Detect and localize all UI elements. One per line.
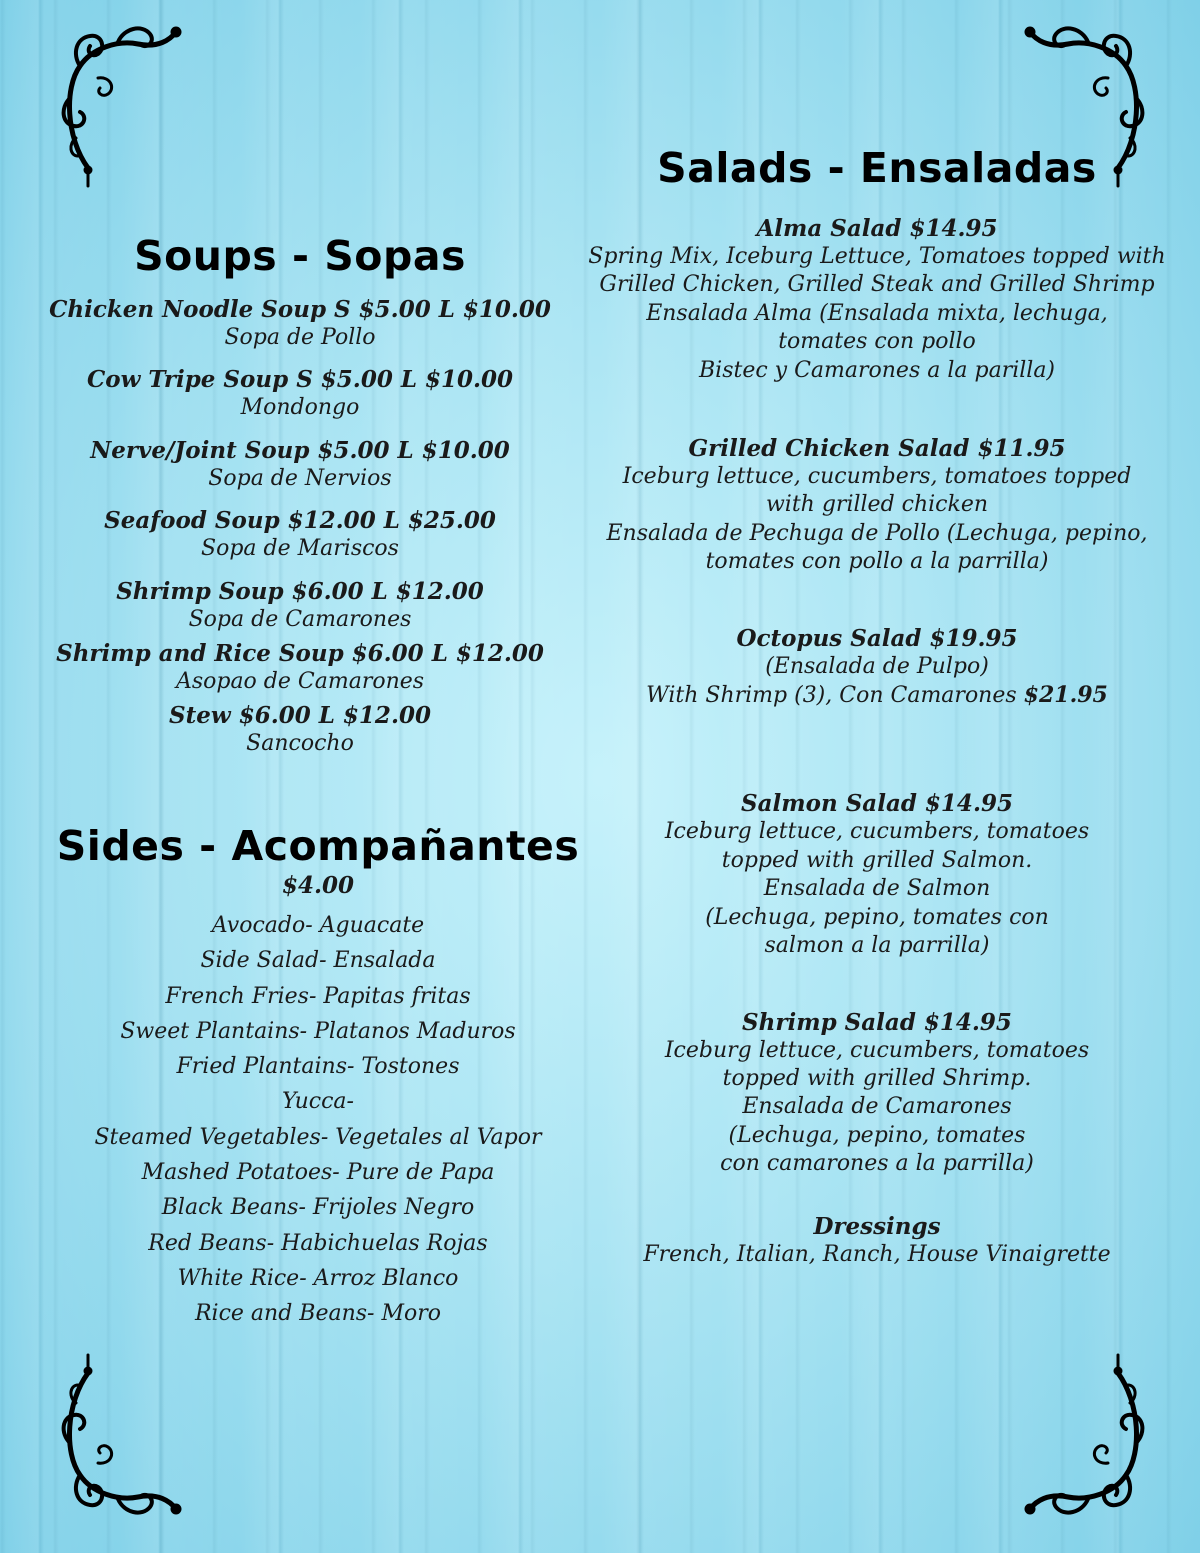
- menu-item-description: Bistec y Camarones a la parilla): [698, 357, 1056, 383]
- menu-item-name: Shrimp and Rice Soup $6.00 L $12.00: [56, 640, 544, 668]
- side-item: Steamed Vegetables- Vegetales al Vapor: [94, 1124, 542, 1150]
- menu-item-seafood-soup: [0, 507, 600, 563]
- side-item: Rice and Beans- Moro: [194, 1301, 442, 1327]
- menu-item-shrimp-soup: [0, 578, 600, 634]
- dressings-section: [577, 1213, 1177, 1269]
- menu-item-description: with grilled chicken: [765, 492, 989, 518]
- menu-item-chicken-noodle-soup: [0, 296, 600, 352]
- menu-item-description: Sopa de Camarones: [188, 606, 412, 632]
- menu-item-description: (Lechuga, pepino, tomates con: [705, 904, 1049, 930]
- menu-item-shrimp-rice-soup: [0, 640, 600, 696]
- menu-item-description: topped with grilled Shrimp.: [722, 1065, 1032, 1091]
- menu-item-cow-tripe-soup: [0, 366, 600, 422]
- side-item: Fried Plantains- Tostones: [176, 1054, 460, 1080]
- menu-item-description: con camarones a la parrilla): [720, 1151, 1034, 1177]
- salads-heading: Salads - Ensaladas: [657, 144, 1097, 192]
- menu-item-description: salmon a la parrilla): [764, 933, 990, 959]
- menu-item-grilled-chicken-salad: [577, 435, 1177, 577]
- menu-item-name: Chicken Noodle Soup S $5.00 L $10.00: [49, 296, 551, 323]
- menu-item-description: Iceburg lettuce, cucumbers, tomatoes topped: [622, 464, 1132, 490]
- menu-item-octopus-salad: [577, 625, 1177, 711]
- side-item: Black Beans- Frijoles Negro: [161, 1195, 475, 1221]
- dressings-list: French, Italian, Ranch, House Vinaigrette: [643, 1241, 1111, 1267]
- sides-heading: Sides - Acompañantes: [56, 822, 580, 870]
- flourish-ornament-icon: [58, 1353, 188, 1523]
- menu-item-description: Asopao de Camarones: [175, 669, 425, 695]
- menu-item-description: Ensalada de Salmon: [763, 876, 991, 902]
- menu-item-name: Octopus Salad $19.95: [736, 624, 1018, 652]
- menu-item-name: Nerve/Joint Soup $5.00 L $10.00: [90, 436, 510, 464]
- menu-item-shrimp-salad: [577, 1009, 1177, 1179]
- side-item: White Rice- Arroz Blanco: [177, 1265, 459, 1291]
- salads-list: [577, 215, 1177, 1269]
- flourish-ornament-icon: [58, 18, 188, 188]
- sides-list: [18, 872, 618, 1332]
- menu-item-alma-salad: [577, 215, 1177, 385]
- option-price: $21.95: [1023, 682, 1108, 709]
- menu-item-name: Salmon Salad $14.95: [741, 790, 1013, 818]
- flourish-ornament-icon: [1018, 1353, 1148, 1523]
- menu-item-option: [577, 681, 1177, 710]
- menu-item-description: Sopa de Nervios: [208, 465, 392, 491]
- menu-item-name: Shrimp Salad $14.95: [742, 1008, 1012, 1036]
- menu-item-description: Sopa de Pollo: [224, 325, 376, 350]
- menu-item-description: Grilled Chicken, Grilled Steak and Grilled Shrimp: [599, 272, 1155, 298]
- menu-item-description: Iceburg lettuce, cucumbers, tomatoes: [664, 1037, 1090, 1063]
- side-item: Side Salad- Ensalada: [200, 948, 436, 974]
- menu-item-nerve-joint-soup: [0, 437, 600, 493]
- side-item: French Fries- Papitas fritas: [165, 983, 471, 1009]
- menu-item-description: Spring Mix, Iceburg Lettuce, Tomatoes topped with: [588, 244, 1166, 269]
- menu-item-description: Sancocho: [246, 731, 354, 757]
- side-item: Mashed Potatoes- Pure de Papa: [141, 1160, 495, 1186]
- menu-item-description: Ensalada Alma (Ensalada mixta, lechuga,: [646, 300, 1108, 326]
- side-item: Avocado- Aguacate: [211, 913, 425, 938]
- menu-item-description: Ensalada de Camarones: [742, 1094, 1012, 1120]
- menu-item-name: Alma Salad $14.95: [756, 215, 998, 242]
- dressings-title: Dressings: [813, 1212, 941, 1240]
- menu-item-description: Sopa de Mariscos: [201, 536, 399, 562]
- side-item: Yucca-: [282, 1089, 354, 1115]
- sides-price: $4.00: [281, 872, 355, 899]
- option-label: With Shrimp (3), Con Camarones: [646, 683, 1017, 709]
- menu-item-description: tomates con pollo a la parrilla): [705, 549, 1049, 575]
- menu-item-description: topped with grilled Salmon.: [721, 847, 1033, 873]
- menu-item-description: Iceburg lettuce, cucumbers, tomatoes: [664, 819, 1090, 845]
- menu-item-salmon-salad: [577, 790, 1177, 960]
- menu-item-name: Stew $6.00 L $12.00: [169, 702, 431, 730]
- menu-item-description: Mondongo: [240, 395, 360, 421]
- side-item: Red Beans- Habichuelas Rojas: [148, 1230, 488, 1256]
- menu-item-name: Seafood Soup $12.00 L $25.00: [104, 507, 496, 535]
- menu-item-description: (Ensalada de Pulpo): [765, 653, 989, 679]
- soups-list: [0, 296, 600, 773]
- menu-item-name: Shrimp Soup $6.00 L $12.00: [116, 577, 484, 605]
- menu-item-name: Cow Tripe Soup S $5.00 L $10.00: [86, 366, 514, 394]
- side-item: Sweet Plantains- Platanos Maduros: [120, 1018, 516, 1044]
- menu-item-description: tomates con pollo: [778, 329, 976, 355]
- menu-item-description: Ensalada de Pechuga de Pollo (Lechuga, pepino,: [606, 520, 1148, 546]
- menu-item-name: Grilled Chicken Salad $11.95: [688, 435, 1066, 463]
- soups-heading: Soups - Sopas: [134, 232, 466, 280]
- menu-item-description: (Lechuga, pepino, tomates: [728, 1122, 1026, 1148]
- menu-item-stew: [0, 702, 600, 758]
